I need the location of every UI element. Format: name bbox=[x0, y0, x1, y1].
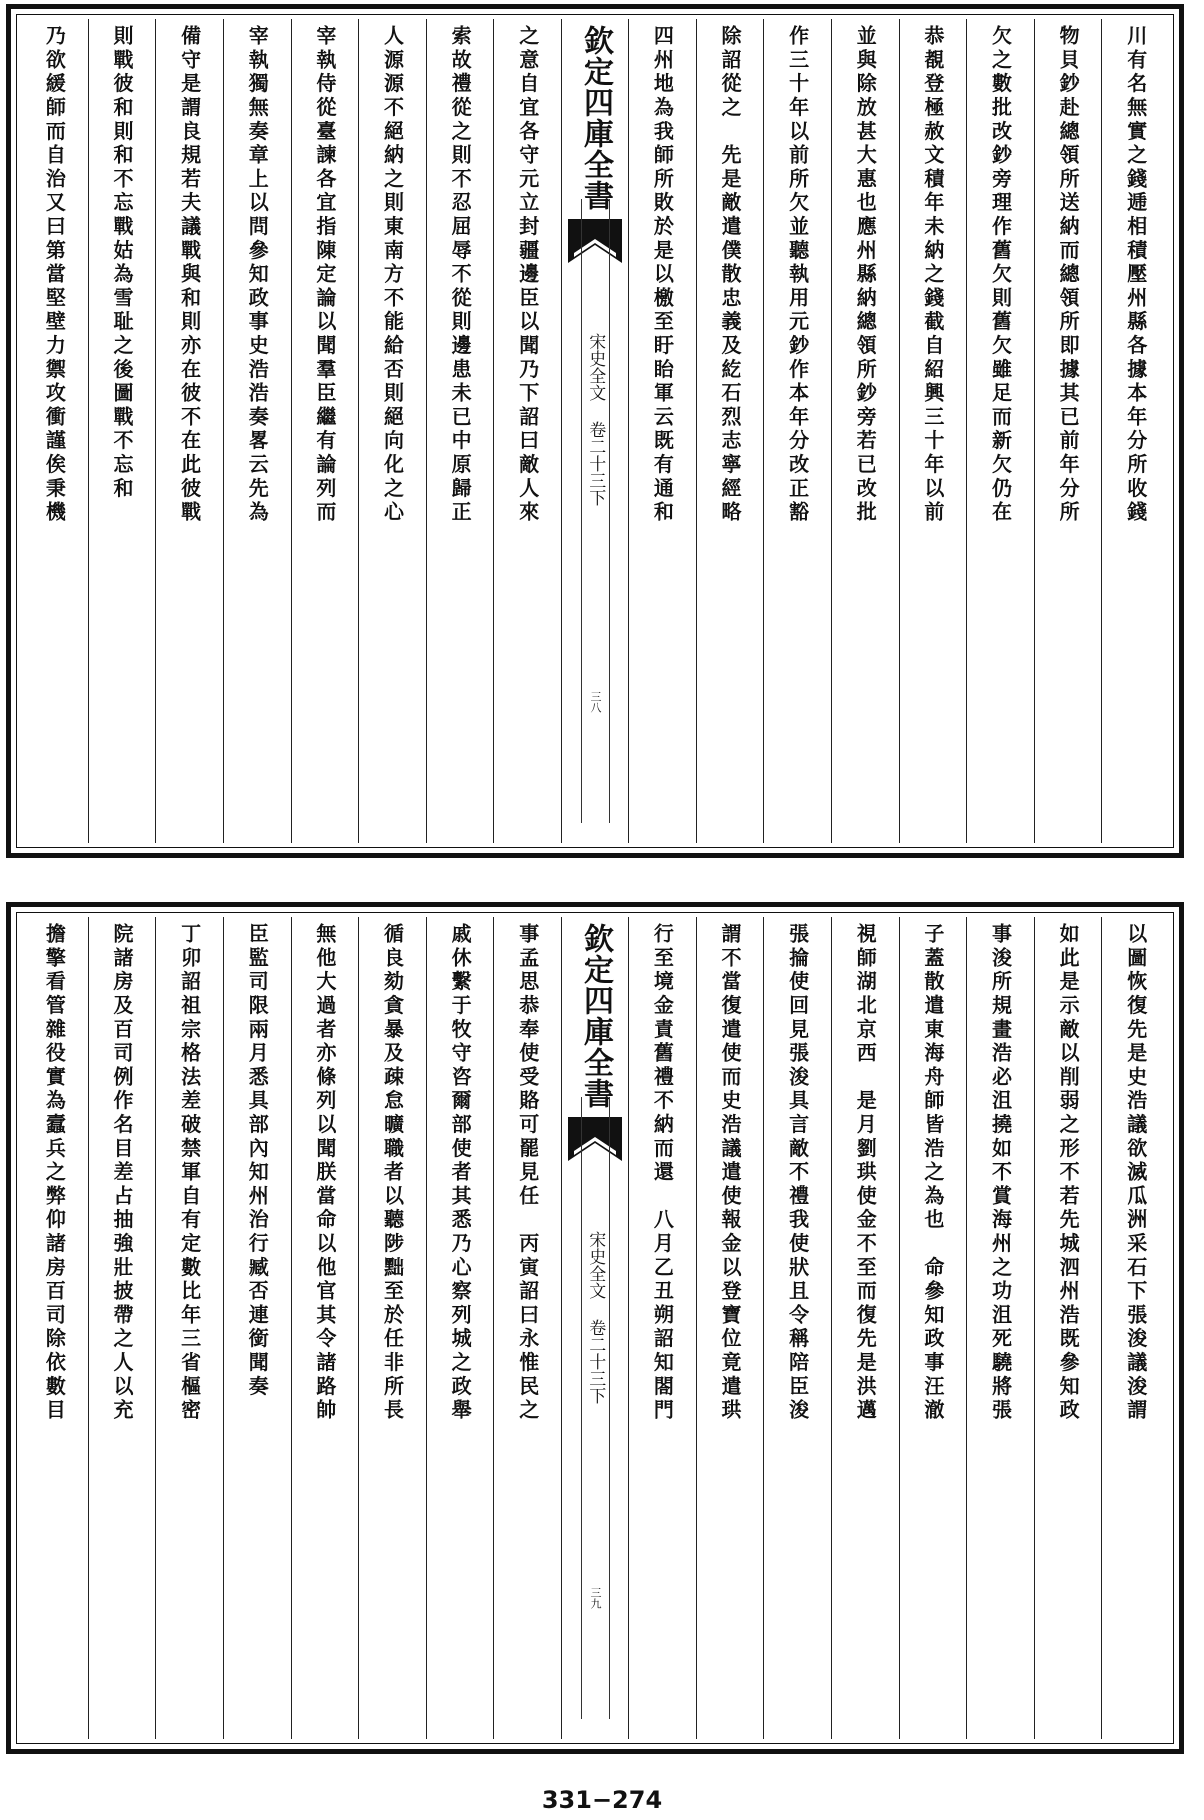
text-column bbox=[1101, 917, 1169, 1739]
text-column bbox=[291, 19, 359, 843]
column-text: 無他大過者亦條列以聞朕當命以他官其令諸路帥 bbox=[312, 923, 337, 1423]
column-text: 行至境金責舊禮不納而還 八月乙丑朔詔知閤門 bbox=[650, 923, 675, 1423]
column-text: 則戰彼和則和不忘戰姑為雪耻之後圖戰不忘和 bbox=[109, 25, 134, 501]
column-text: 之意自宜各守元立封疆邊臣以聞乃下詔曰敵人來 bbox=[515, 25, 540, 525]
text-column bbox=[966, 19, 1034, 843]
text-column bbox=[493, 19, 561, 843]
text-column bbox=[966, 917, 1034, 1739]
column-text: 索故禮從之則不忍屈辱不從則邊患未已中原歸正 bbox=[448, 25, 473, 525]
folio-number: 三八 bbox=[589, 691, 602, 713]
column-text: 四州地為我師所敗於是以檄至盱眙軍云既有通和 bbox=[650, 25, 675, 525]
column-text: 川有名無實之錢逓相積壓州縣各據本年分所收錢 bbox=[1123, 25, 1148, 525]
text-column bbox=[88, 917, 156, 1739]
column-text: 宰執獨無奏章上以問參知政事史浩浩奏畧云先為 bbox=[245, 25, 270, 525]
text-column bbox=[358, 19, 426, 843]
top-page-frame bbox=[6, 4, 1184, 858]
text-column bbox=[21, 19, 88, 843]
book-volume-label: 宋史全文 卷二十三下 bbox=[585, 333, 606, 506]
text-column bbox=[426, 917, 494, 1739]
text-column bbox=[899, 917, 967, 1739]
text-column bbox=[493, 917, 561, 1739]
fish-tail-mark-icon bbox=[568, 1117, 622, 1161]
text-column bbox=[628, 917, 696, 1739]
center-spine bbox=[561, 19, 628, 843]
spine-rule bbox=[581, 199, 582, 823]
collection-title: 欽定四庫全書 bbox=[578, 25, 613, 211]
column-text: 恭覩登極赦文積年未納之錢截自紹興三十年以前 bbox=[920, 25, 945, 525]
bottom-page-frame bbox=[6, 902, 1184, 1754]
column-text: 如此是示敵以削弱之形不若先城泗州浩既參知政 bbox=[1056, 923, 1081, 1423]
text-column bbox=[831, 917, 899, 1739]
text-column bbox=[763, 917, 831, 1739]
column-text: 子蓋散遣東海舟師皆浩之為也 命參知政事汪澈 bbox=[920, 923, 945, 1423]
text-column bbox=[899, 19, 967, 843]
book-volume-label: 宋史全文 卷二十三下 bbox=[585, 1231, 606, 1404]
text-column bbox=[696, 19, 764, 843]
text-column bbox=[21, 917, 88, 1739]
collection-title: 欽定四庫全書 bbox=[578, 923, 613, 1109]
text-column bbox=[1034, 19, 1102, 843]
column-text: 謂不當復遣使而史浩議遣使報金以登寶位竟遣珙 bbox=[717, 923, 742, 1423]
top-page-columns bbox=[21, 19, 1169, 843]
column-text: 並與除放甚大惠也應州縣納總領所鈔旁若已改批 bbox=[853, 25, 878, 525]
spine-rule bbox=[609, 199, 610, 823]
text-column bbox=[223, 917, 291, 1739]
text-column bbox=[223, 19, 291, 843]
column-text: 丁卯詔祖宗格法差破禁軍自有定數比年三省樞密 bbox=[177, 923, 202, 1423]
text-column bbox=[358, 917, 426, 1739]
column-text: 擔擎看管雜役實為蠧兵之弊仰諸房百司除依數目 bbox=[42, 923, 67, 1423]
column-text: 乃欲緩師而自治又曰第當堅壁力禦攻衝謹俟秉機 bbox=[42, 25, 67, 525]
text-column bbox=[831, 19, 899, 843]
text-column bbox=[88, 19, 156, 843]
column-text: 視師湖北京西 是月劉珙使金不至而復先是洪邁 bbox=[853, 923, 878, 1423]
column-text: 宰執侍從臺諫各宜指陳定論以聞羣臣繼有論列而 bbox=[312, 25, 337, 525]
column-text: 物貝鈔赴總領所送納而總領所即據其已前年分所 bbox=[1056, 25, 1081, 525]
column-text: 事孟思恭奉使受賂可罷見任 丙寅詔曰永惟民之 bbox=[515, 923, 540, 1423]
column-text: 人源源不絕納之則東南方不能給否則絕向化之心 bbox=[380, 25, 405, 525]
column-text: 備守是謂良規若夫議戰與和則亦在彼不在此彼戰 bbox=[177, 25, 202, 525]
column-text: 除詔從之 先是敵遣僕散忠義及紇石烈志寧經略 bbox=[717, 25, 742, 525]
text-column bbox=[155, 19, 223, 843]
column-text: 戚休繫于牧守咨爾部使者其悉乃心察列城之政舉 bbox=[448, 923, 473, 1423]
column-text: 事浚所規畫浩必沮撓如不賞海州之功沮死驍將張 bbox=[988, 923, 1013, 1423]
text-column bbox=[696, 917, 764, 1739]
column-text: 循良劾貪暴及疎怠曠職者以聽陟黜至於任非所長 bbox=[380, 923, 405, 1423]
text-column bbox=[1034, 917, 1102, 1739]
center-spine bbox=[561, 917, 628, 1739]
text-column bbox=[763, 19, 831, 843]
text-column bbox=[291, 917, 359, 1739]
text-column bbox=[628, 19, 696, 843]
bottom-page-columns bbox=[21, 917, 1169, 1739]
folio-number: 三九 bbox=[589, 1587, 602, 1609]
column-text: 院諸房及百司例作名目差占抽強壯披帶之人以充 bbox=[109, 923, 134, 1423]
column-text: 作三十年以前所欠並聽執用元鈔作本年分改正豁 bbox=[785, 25, 810, 525]
column-text: 張掄使回見張浚具言敵不禮我使狀且令稱陪臣浚 bbox=[785, 923, 810, 1423]
spine-rule bbox=[581, 1097, 582, 1719]
column-text: 臣監司限兩月悉具部內知州治行臧否連銜聞奏 bbox=[245, 923, 270, 1399]
fish-tail-mark-icon bbox=[568, 219, 622, 263]
text-column bbox=[1101, 19, 1169, 843]
spine-rule bbox=[609, 1097, 610, 1719]
column-text: 欠之數批改鈔旁理作舊欠則舊欠雖足而新欠仍在 bbox=[988, 25, 1013, 525]
page-number: 331−274 bbox=[541, 1786, 663, 1814]
text-column bbox=[426, 19, 494, 843]
text-column bbox=[155, 917, 223, 1739]
column-text: 以圖恢復先是史浩議欲滅瓜洲采石下張浚議浚謂 bbox=[1123, 923, 1148, 1423]
